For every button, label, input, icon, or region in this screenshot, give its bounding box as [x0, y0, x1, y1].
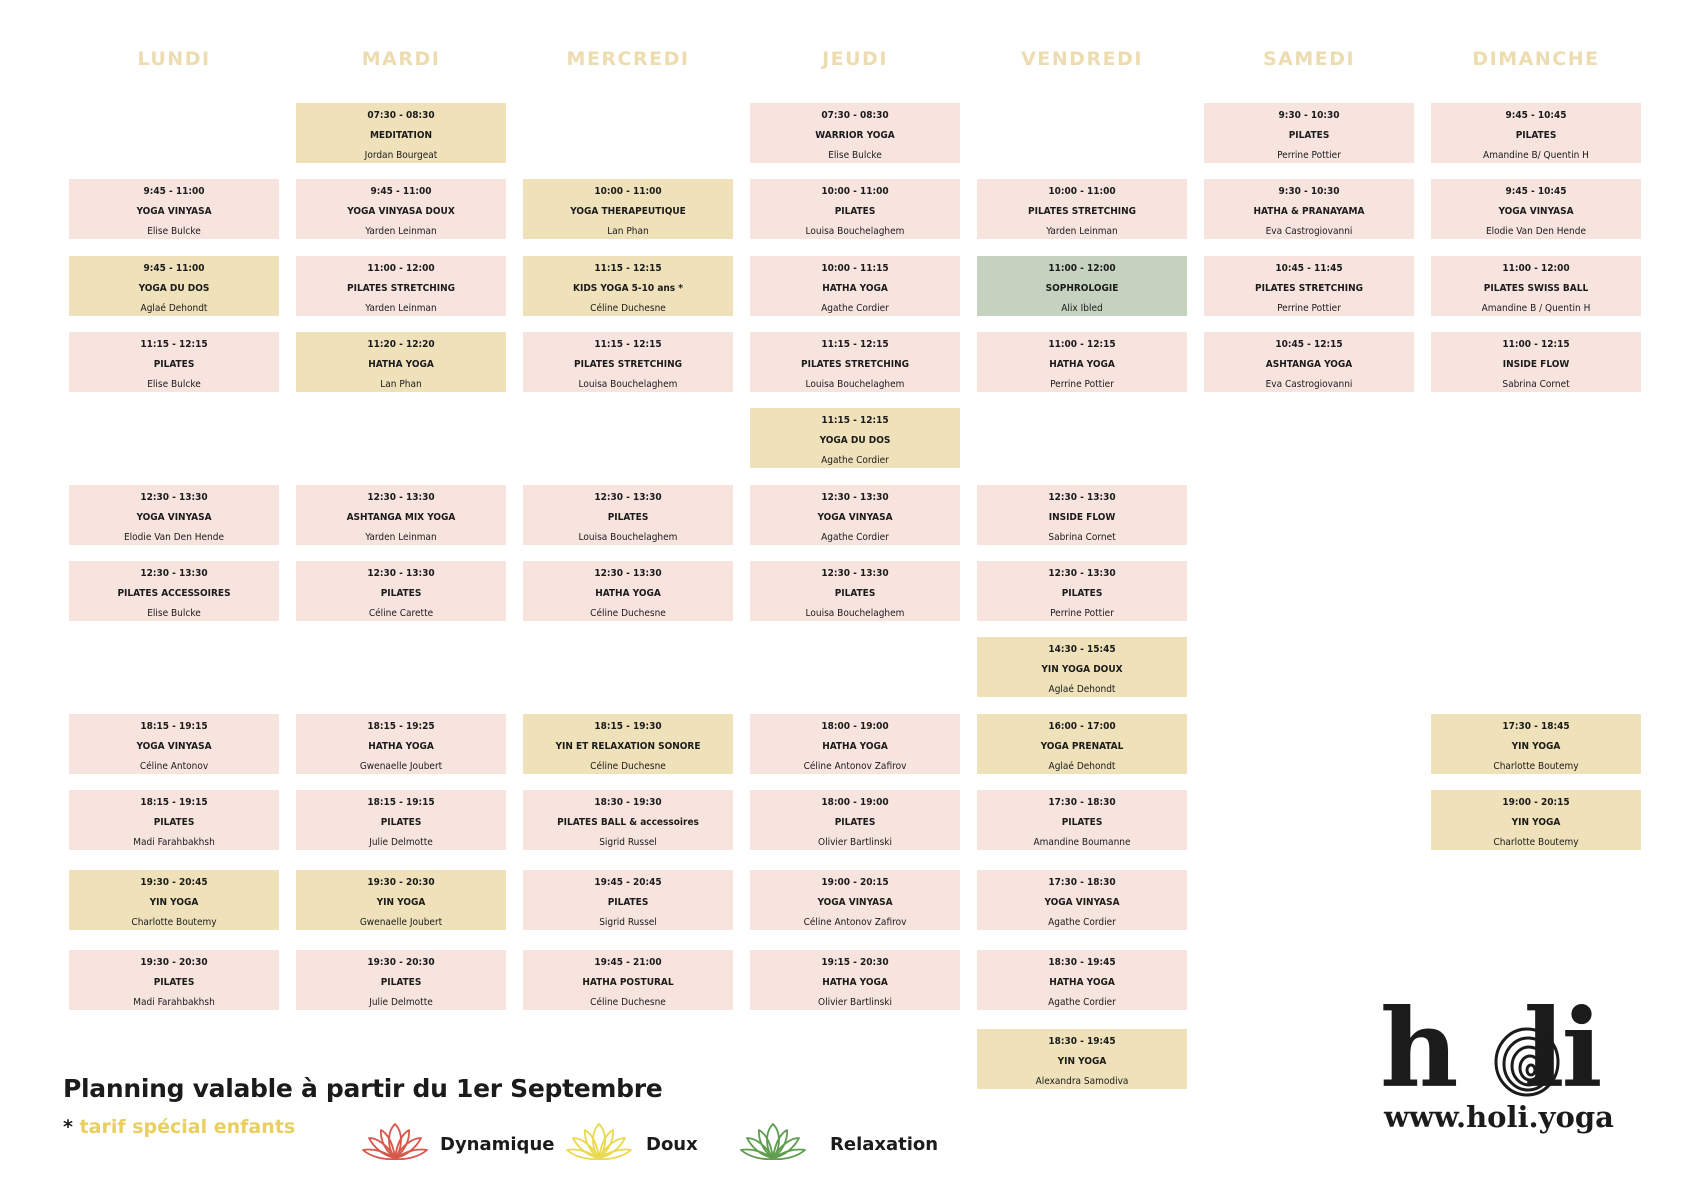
- class-name: YIN YOGA: [149, 897, 199, 908]
- lotus-icon: [738, 1118, 808, 1166]
- class-card[interactable]: [1431, 332, 1641, 392]
- class-name: PILATES STRETCHING: [1028, 206, 1136, 217]
- class-teacher: Charlotte Boutemy: [1493, 837, 1579, 848]
- class-teacher: Gwenaelle Joubert: [359, 917, 443, 928]
- class-name: YOGA VINYASA: [136, 512, 212, 523]
- class-name: YIN YOGA DOUX: [1041, 664, 1123, 675]
- class-teacher: Elise Bulcke: [147, 608, 201, 619]
- class-card[interactable]: [69, 950, 279, 1010]
- class-time: 12:30 - 13:30: [821, 568, 889, 579]
- class-card[interactable]: [750, 408, 960, 468]
- class-name: HATHA YOGA: [1049, 977, 1115, 988]
- class-name: PILATES: [1515, 130, 1557, 141]
- day-header-vendredi: VENDREDI: [1021, 48, 1143, 70]
- class-time: 10:00 - 11:00: [821, 186, 889, 197]
- class-time: 12:30 - 13:30: [821, 492, 889, 503]
- class-name: YOGA VINYASA: [817, 512, 893, 523]
- class-name: PILATES ACCESSOIRES: [117, 588, 231, 599]
- class-name: PILATES BALL & accessoires: [557, 817, 699, 828]
- class-name: YOGA VINYASA: [1498, 206, 1574, 217]
- class-teacher: Louisa Bouchelaghem: [578, 379, 678, 390]
- class-name: PILATES: [834, 817, 876, 828]
- class-card[interactable]: [1431, 179, 1641, 239]
- class-card[interactable]: [750, 332, 960, 392]
- class-teacher: Charlotte Boutemy: [131, 917, 217, 928]
- holi-logo: [1380, 986, 1620, 1114]
- class-teacher: Céline Antonov: [139, 761, 209, 772]
- class-time: 11:15 - 12:15: [821, 339, 889, 350]
- class-card[interactable]: [296, 485, 506, 545]
- class-time: 11:00 - 12:15: [1048, 339, 1116, 350]
- class-card[interactable]: [296, 256, 506, 316]
- class-teacher: Yarden Leinman: [365, 532, 437, 543]
- class-time: 07:30 - 08:30: [367, 110, 435, 121]
- class-name: PILATES SWISS BALL: [1483, 283, 1589, 294]
- class-card[interactable]: [750, 485, 960, 545]
- class-card[interactable]: [750, 179, 960, 239]
- class-teacher: Céline Duchesne: [590, 303, 666, 314]
- class-time: 9:45 - 10:45: [1505, 110, 1567, 121]
- class-name: PILATES: [1061, 588, 1103, 599]
- class-time: 9:30 - 10:30: [1278, 110, 1340, 121]
- class-teacher: Eva Castrogiovanni: [1265, 379, 1353, 390]
- class-time: 19:00 - 20:15: [821, 877, 889, 888]
- class-card[interactable]: [523, 256, 733, 316]
- class-card[interactable]: [69, 485, 279, 545]
- class-name: HATHA YOGA: [368, 741, 434, 752]
- class-card[interactable]: [1204, 332, 1414, 392]
- class-time: 18:30 - 19:45: [1048, 1036, 1116, 1047]
- class-name: YOGA VINYASA DOUX: [347, 206, 455, 217]
- class-name: YIN ET RELAXATION SONORE: [555, 741, 701, 752]
- day-header-lundi: LUNDI: [137, 48, 211, 70]
- class-time: 12:30 - 13:30: [1048, 492, 1116, 503]
- class-teacher: Elise Bulcke: [147, 379, 201, 390]
- class-time: 14:30 - 15:45: [1048, 644, 1116, 655]
- class-time: 18:15 - 19:15: [140, 797, 208, 808]
- class-time: 11:00 - 12:00: [1502, 263, 1570, 274]
- class-card[interactable]: [523, 790, 733, 850]
- day-header-mardi: MARDI: [361, 48, 441, 70]
- class-time: 19:45 - 20:45: [594, 877, 662, 888]
- class-name: PILATES: [153, 817, 195, 828]
- class-time: 18:15 - 19:15: [367, 797, 435, 808]
- class-name: YOGA THERAPEUTIQUE: [570, 206, 686, 217]
- class-name: PILATES: [153, 977, 195, 988]
- class-card[interactable]: [523, 561, 733, 621]
- class-time: 9:45 - 11:00: [370, 186, 432, 197]
- class-teacher: Agathe Cordier: [1048, 917, 1116, 928]
- class-time: 19:30 - 20:30: [367, 877, 435, 888]
- class-name: YOGA DU DOS: [138, 283, 210, 294]
- class-name: HATHA YOGA: [822, 741, 888, 752]
- class-card[interactable]: [750, 561, 960, 621]
- class-time: 10:00 - 11:15: [821, 263, 889, 274]
- class-name: YIN YOGA: [1057, 1056, 1107, 1067]
- class-time: 07:30 - 08:30: [821, 110, 889, 121]
- class-time: 17:30 - 18:30: [1048, 797, 1116, 808]
- class-teacher: Céline Duchesne: [590, 761, 666, 772]
- class-teacher: Gwenaelle Joubert: [359, 761, 443, 772]
- class-teacher: Yarden Leinman: [365, 303, 437, 314]
- class-time: 10:45 - 11:45: [1275, 263, 1343, 274]
- day-header-dimanche: DIMANCHE: [1472, 48, 1600, 70]
- class-name: YIN YOGA: [1511, 817, 1561, 828]
- class-time: 12:30 - 13:30: [367, 492, 435, 503]
- class-card[interactable]: [977, 1029, 1187, 1089]
- class-card[interactable]: [750, 870, 960, 930]
- class-card[interactable]: [977, 790, 1187, 850]
- class-teacher: Céline Duchesne: [590, 608, 666, 619]
- class-name: PILATES: [380, 588, 422, 599]
- class-card[interactable]: [296, 561, 506, 621]
- class-card[interactable]: [523, 950, 733, 1010]
- class-card[interactable]: [977, 870, 1187, 930]
- class-card[interactable]: [977, 561, 1187, 621]
- class-card[interactable]: [977, 256, 1187, 316]
- class-time: 12:30 - 13:30: [1048, 568, 1116, 579]
- lotus-icon: [564, 1118, 634, 1166]
- class-name: YOGA VINYASA: [136, 206, 212, 217]
- website-url[interactable]: www.holi.yoga: [1384, 1100, 1614, 1134]
- class-card[interactable]: [1431, 790, 1641, 850]
- class-name: YOGA DU DOS: [819, 435, 891, 446]
- day-header-samedi: SAMEDI: [1262, 48, 1356, 70]
- class-time: 12:30 - 13:30: [594, 568, 662, 579]
- class-teacher: Yarden Leinman: [1046, 226, 1118, 237]
- class-time: 10:45 - 12:15: [1275, 339, 1343, 350]
- class-time: 18:30 - 19:30: [594, 797, 662, 808]
- class-name: PILATES: [380, 817, 422, 828]
- class-teacher: Sigrid Russel: [599, 837, 657, 848]
- class-card[interactable]: [523, 179, 733, 239]
- class-time: 17:30 - 18:30: [1048, 877, 1116, 888]
- class-teacher: Sigrid Russel: [599, 917, 657, 928]
- class-card[interactable]: [1204, 103, 1414, 163]
- class-teacher: Amandine B/ Quentin H: [1483, 150, 1589, 161]
- class-teacher: Elise Bulcke: [828, 150, 882, 161]
- class-name: HATHA & PRANAYAMA: [1253, 206, 1365, 217]
- class-teacher: Julie Delmotte: [369, 997, 433, 1008]
- class-card[interactable]: [750, 950, 960, 1010]
- lotus-icon: [360, 1118, 430, 1166]
- class-name: PILATES: [834, 206, 876, 217]
- class-teacher: Olivier Bartlinski: [818, 997, 892, 1008]
- class-teacher: Julie Delmotte: [369, 837, 433, 848]
- class-name: PILATES STRETCHING: [574, 359, 682, 370]
- class-card[interactable]: [296, 790, 506, 850]
- class-name: YIN YOGA: [376, 897, 426, 908]
- class-teacher: Jordan Bourgeat: [364, 150, 438, 161]
- class-time: 19:15 - 20:30: [821, 957, 889, 968]
- class-teacher: Elodie Van Den Hende: [1485, 226, 1587, 237]
- class-card[interactable]: [977, 179, 1187, 239]
- class-time: 12:30 - 13:30: [367, 568, 435, 579]
- class-time: 18:15 - 19:30: [594, 721, 662, 732]
- class-time: 17:30 - 18:45: [1502, 721, 1570, 732]
- class-name: YIN YOGA: [1511, 741, 1561, 752]
- class-card[interactable]: [1431, 256, 1641, 316]
- class-card[interactable]: [977, 332, 1187, 392]
- class-name: HATHA POSTURAL: [582, 977, 674, 988]
- class-name: PILATES: [1288, 130, 1330, 141]
- class-time: 18:15 - 19:15: [140, 721, 208, 732]
- class-time: 11:00 - 12:00: [1048, 263, 1116, 274]
- class-teacher: Aglaé Dehondt: [140, 303, 208, 314]
- logo-word: h li: [1380, 986, 1600, 1112]
- class-teacher: Louisa Bouchelaghem: [805, 608, 905, 619]
- class-name: PILATES STRETCHING: [1255, 283, 1363, 294]
- class-card[interactable]: [69, 714, 279, 774]
- class-name: PILATES: [380, 977, 422, 988]
- class-teacher: Agathe Cordier: [821, 532, 889, 543]
- kids-tariff-note: [63, 1116, 295, 1138]
- class-time: 18:00 - 19:00: [821, 721, 889, 732]
- class-time: 11:00 - 12:15: [1502, 339, 1570, 350]
- class-name: HATHA YOGA: [595, 588, 661, 599]
- class-name: YOGA VINYASA: [136, 741, 212, 752]
- class-teacher: Elodie Van Den Hende: [123, 532, 225, 543]
- legend-label: Doux: [646, 1134, 698, 1155]
- class-name: PILATES STRETCHING: [801, 359, 909, 370]
- fingerprint-o-icon: [1492, 1024, 1562, 1098]
- class-name: ASHTANGA YOGA: [1265, 359, 1353, 370]
- class-teacher: Céline Antonov Zafirov: [803, 917, 907, 928]
- class-time: 19:30 - 20:45: [140, 877, 208, 888]
- class-time: 19:00 - 20:15: [1502, 797, 1570, 808]
- class-teacher: Madi Farahbakhsh: [133, 997, 215, 1008]
- class-card[interactable]: [750, 790, 960, 850]
- class-card[interactable]: [296, 103, 506, 163]
- class-name: PILATES STRETCHING: [347, 283, 455, 294]
- day-header-jeudi: JEUDI: [822, 48, 888, 70]
- class-teacher: Céline Antonov Zafirov: [803, 761, 907, 772]
- class-time: 19:30 - 20:30: [367, 957, 435, 968]
- class-time: 10:00 - 11:00: [594, 186, 662, 197]
- class-time: 9:45 - 11:00: [143, 263, 205, 274]
- class-teacher: Louisa Bouchelaghem: [805, 226, 905, 237]
- class-name: YOGA PRENATAL: [1040, 741, 1124, 752]
- class-name: HATHA YOGA: [822, 977, 888, 988]
- class-card[interactable]: [523, 485, 733, 545]
- class-teacher: Perrine Pottier: [1050, 379, 1114, 390]
- class-teacher: Amandine B / Quentin H: [1481, 303, 1591, 314]
- class-card[interactable]: [69, 179, 279, 239]
- class-card[interactable]: [750, 256, 960, 316]
- class-card[interactable]: [296, 332, 506, 392]
- class-teacher: Perrine Pottier: [1050, 608, 1114, 619]
- class-teacher: Eva Castrogiovanni: [1265, 226, 1353, 237]
- legend-label: Relaxation: [830, 1134, 939, 1155]
- class-card[interactable]: [69, 790, 279, 850]
- class-name: YOGA VINYASA: [817, 897, 893, 908]
- class-name: ASHTANGA MIX YOGA: [346, 512, 456, 523]
- class-teacher: Alix Ibled: [1061, 303, 1103, 314]
- kids-note-star: *: [63, 1116, 73, 1138]
- class-teacher: Louisa Bouchelaghem: [805, 379, 905, 390]
- class-card[interactable]: [750, 103, 960, 163]
- class-time: 11:20 - 12:20: [367, 339, 435, 350]
- class-card[interactable]: [296, 950, 506, 1010]
- class-time: 11:15 - 12:15: [594, 263, 662, 274]
- class-card[interactable]: [69, 870, 279, 930]
- class-teacher: Agathe Cordier: [821, 303, 889, 314]
- class-time: 9:30 - 10:30: [1278, 186, 1340, 197]
- class-time: 11:15 - 12:15: [594, 339, 662, 350]
- class-teacher: Agathe Cordier: [821, 455, 889, 466]
- class-name: WARRIOR YOGA: [815, 130, 895, 141]
- class-name: PILATES: [153, 359, 195, 370]
- class-card[interactable]: [1204, 179, 1414, 239]
- class-time: 19:45 - 21:00: [594, 957, 662, 968]
- class-teacher: Louisa Bouchelaghem: [578, 532, 678, 543]
- class-name: HATHA YOGA: [822, 283, 888, 294]
- class-time: 18:30 - 19:45: [1048, 957, 1116, 968]
- class-card[interactable]: [69, 561, 279, 621]
- class-time: 19:30 - 20:30: [140, 957, 208, 968]
- class-name: YOGA VINYASA: [1044, 897, 1120, 908]
- class-name: KIDS YOGA 5-10 ans *: [573, 283, 683, 294]
- class-teacher: Aglaé Dehondt: [1048, 761, 1116, 772]
- day-header-mercredi: MERCREDI: [566, 48, 690, 70]
- class-card[interactable]: [523, 332, 733, 392]
- class-time: 10:00 - 11:00: [1048, 186, 1116, 197]
- class-time: 11:15 - 12:15: [821, 415, 889, 426]
- class-time: 18:00 - 19:00: [821, 797, 889, 808]
- class-teacher: Perrine Pottier: [1277, 303, 1341, 314]
- class-name: PILATES: [834, 588, 876, 599]
- class-card[interactable]: [69, 332, 279, 392]
- class-teacher: Alexandra Samodiva: [1035, 1076, 1129, 1087]
- class-teacher: Sabrina Cornet: [1048, 532, 1116, 543]
- class-card[interactable]: [69, 256, 279, 316]
- class-time: 12:30 - 13:30: [594, 492, 662, 503]
- class-card[interactable]: [523, 870, 733, 930]
- class-card[interactable]: [296, 714, 506, 774]
- class-card[interactable]: [977, 485, 1187, 545]
- class-time: 16:00 - 17:00: [1048, 721, 1116, 732]
- class-card[interactable]: [1431, 103, 1641, 163]
- class-name: MEDITATION: [369, 130, 433, 141]
- class-card[interactable]: [750, 714, 960, 774]
- class-teacher: Yarden Leinman: [365, 226, 437, 237]
- legend-label: Dynamique: [440, 1134, 555, 1155]
- class-teacher: Agathe Cordier: [1048, 997, 1116, 1008]
- class-teacher: Elise Bulcke: [147, 226, 201, 237]
- class-name: INSIDE FLOW: [1502, 359, 1570, 370]
- class-teacher: Charlotte Boutemy: [1493, 761, 1579, 772]
- class-time: 11:15 - 12:15: [140, 339, 208, 350]
- class-time: 9:45 - 11:00: [143, 186, 205, 197]
- class-teacher: Madi Farahbakhsh: [133, 837, 215, 848]
- class-teacher: Aglaé Dehondt: [1048, 684, 1116, 695]
- class-time: 11:00 - 12:00: [367, 263, 435, 274]
- class-card[interactable]: [977, 637, 1187, 697]
- kids-note-text: tarif spécial enfants: [72, 1116, 296, 1138]
- class-card[interactable]: [296, 870, 506, 930]
- class-teacher: Lan Phan: [380, 379, 422, 390]
- class-card[interactable]: [523, 714, 733, 774]
- class-time: 12:30 - 13:30: [140, 568, 208, 579]
- class-name: HATHA YOGA: [368, 359, 434, 370]
- planning-note: Planning valable à partir du 1er Septembre: [63, 1074, 663, 1103]
- class-teacher: Sabrina Cornet: [1502, 379, 1570, 390]
- class-teacher: Céline Duchesne: [590, 997, 666, 1008]
- class-card[interactable]: [1431, 714, 1641, 774]
- class-card[interactable]: [977, 950, 1187, 1010]
- class-time: 12:30 - 13:30: [140, 492, 208, 503]
- class-time: 9:45 - 10:45: [1505, 186, 1567, 197]
- class-card[interactable]: [1204, 256, 1414, 316]
- class-teacher: Olivier Bartlinski: [818, 837, 892, 848]
- class-name: SOPHROLOGIE: [1045, 283, 1119, 294]
- class-name: PILATES: [1061, 817, 1103, 828]
- class-teacher: Lan Phan: [607, 226, 649, 237]
- class-time: 18:15 - 19:25: [367, 721, 435, 732]
- class-name: INSIDE FLOW: [1048, 512, 1116, 523]
- class-teacher: Amandine Boumanne: [1033, 837, 1131, 848]
- class-card[interactable]: [977, 714, 1187, 774]
- class-name: HATHA YOGA: [1049, 359, 1115, 370]
- class-card[interactable]: [296, 179, 506, 239]
- class-name: PILATES: [607, 512, 649, 523]
- class-teacher: Perrine Pottier: [1277, 150, 1341, 161]
- class-name: PILATES: [607, 897, 649, 908]
- class-teacher: Céline Carette: [368, 608, 434, 619]
